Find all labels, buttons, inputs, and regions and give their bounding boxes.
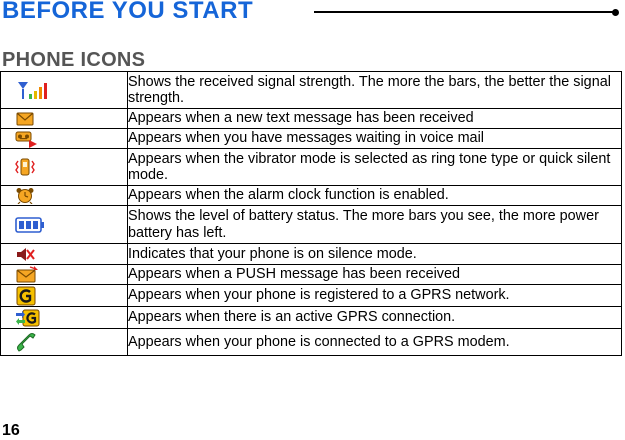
icon-cell [1,149,128,186]
gprs-modem-icon [15,331,37,353]
icon-cell [1,307,128,329]
gprs-registered-icon [15,286,37,306]
icon-cell [1,109,128,129]
section-title: PHONE ICONS [2,49,146,71]
voice-mail-icon [15,130,39,148]
icon-description: Appears when you have messages waiting in voice mail [128,129,622,149]
title-rule [314,11,616,13]
icon-description: Shows the received signal strength. The more the bars, the better the signal strength. [128,72,622,109]
icon-description: Shows the level of battery status. The more bars you see, the more power battery has left. [128,206,622,244]
icon-description: Appears when your phone is registered to a GPRS network. [128,285,622,307]
page-number: 16 [2,422,20,439]
table-row [1,186,622,206]
icon-description: Indicates that your phone is on silence mode. [128,244,622,265]
gprs-active-icon [15,308,41,328]
page-title: BEFORE YOU START [2,0,254,24]
icon-cell [1,186,128,206]
vibrator-mode-icon [15,156,35,178]
icon-description: Appears when your phone is connected to a GPRS modem. [128,329,622,356]
icon-cell [1,72,128,109]
icon-cell [1,244,128,265]
icon-cell [1,329,128,356]
title-rule-dot [612,9,619,16]
icon-cell [1,129,128,149]
text-message-icon [15,111,35,127]
icon-description: Appears when the alarm clock function is enabled. [128,186,622,206]
table-row [1,329,622,356]
table-row [1,285,622,307]
icon-description: Appears when a new text message has been received [128,109,622,129]
table-row [1,129,622,149]
alarm-clock-icon [15,187,35,204]
table-row [1,206,622,244]
push-message-icon [15,266,39,283]
silence-mode-icon [15,246,35,263]
table-row [1,109,622,129]
icon-description: Appears when a PUSH message has been received [128,265,622,285]
table-row [1,149,622,186]
icon-description: Appears when there is an active GPRS connection. [128,307,622,329]
table-row [1,244,622,265]
phone-icons-table [0,71,622,356]
icon-cell [1,265,128,285]
icon-description: Appears when the vibrator mode is selected as ring tone type or quick silent mode. [128,149,622,186]
icon-cell [1,206,128,244]
table-row [1,265,622,285]
table-row [1,72,622,109]
signal-strength-icon [17,80,51,100]
table-row [1,307,622,329]
icon-cell [1,285,128,307]
battery-icon [15,216,45,234]
